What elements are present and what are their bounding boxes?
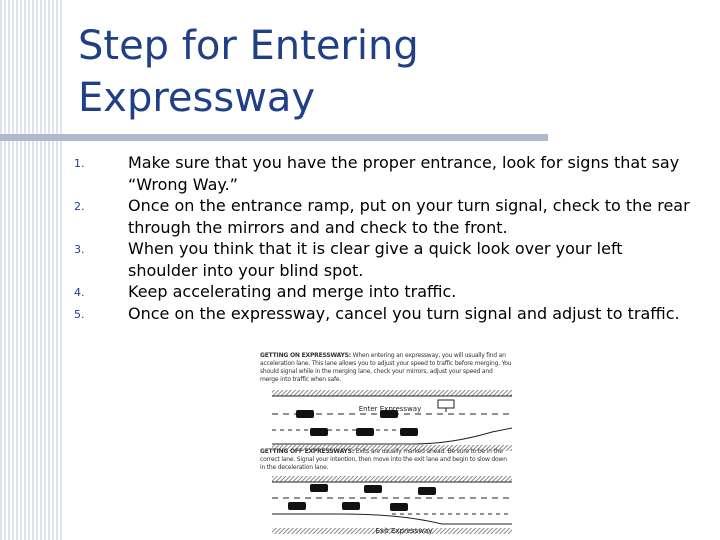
expressway-diagram (252, 348, 516, 540)
exit-caption-body: Exits are usually marked ahead. Be sure to be in the correct lane. Signal your intention, then move into the exit lane and begin to slow down in the deceleration lane. (260, 448, 507, 471)
enter-road-panel (272, 390, 512, 451)
title-divider (0, 134, 548, 141)
car-icon (342, 502, 360, 510)
step-text: Keep accelerating and merge into traffic. (128, 282, 457, 301)
enter-caption-heading: GETTING ON EXPRESSWAYS: (260, 352, 351, 359)
enter-caption-body: When entering an expressway, you will usually find an acceleration lane. This lane allows you to adjust your speed to traffic before merging. You should signal while in the merging lane, check your mirrors, adjust your speed and merge into traffic when safe. (260, 352, 512, 383)
list-item (74, 195, 694, 238)
car-icon (364, 485, 382, 493)
decorative-side-band (0, 0, 62, 540)
list-item (74, 152, 694, 195)
step-number: 2. (74, 200, 85, 213)
ramp-illustration (252, 348, 516, 540)
exit-caption (260, 448, 512, 474)
exit-expressway-label: Exit Expressway (375, 527, 433, 535)
car-icon (418, 487, 436, 495)
exit-caption-heading: GETTING OFF EXPRESSWAYS: (260, 448, 354, 455)
step-number: 4. (74, 286, 85, 299)
car-icon (390, 503, 408, 511)
car-icon (296, 410, 314, 418)
list-item (74, 281, 694, 303)
step-number: 1. (74, 157, 85, 170)
step-text: When you think that it is clear give a quick look over your left shoulder into your blind spot. (128, 239, 623, 280)
step-text: Once on the expressway, cancel you turn signal and adjust to traffic. (128, 303, 680, 323)
car-icon (400, 428, 418, 436)
step-text: Make sure that you have the proper entrance, look for signs that say “Wrong Way.” (128, 153, 680, 194)
slide-title: Step for Entering Expressway (78, 23, 419, 121)
list-item (74, 238, 694, 281)
car-icon (356, 428, 374, 436)
list-item (74, 303, 694, 325)
car-icon (288, 502, 306, 510)
step-number: 5. (74, 307, 85, 321)
car-icon (310, 484, 328, 492)
step-text: Once on the entrance ramp, put on your turn signal, check to the rear through the mirrors and and check to the front. (128, 196, 690, 237)
car-icon (310, 428, 328, 436)
steps-list (74, 152, 694, 324)
enter-expressway-label: Enter Expressway (358, 405, 422, 413)
step-number: 3. (74, 243, 85, 256)
